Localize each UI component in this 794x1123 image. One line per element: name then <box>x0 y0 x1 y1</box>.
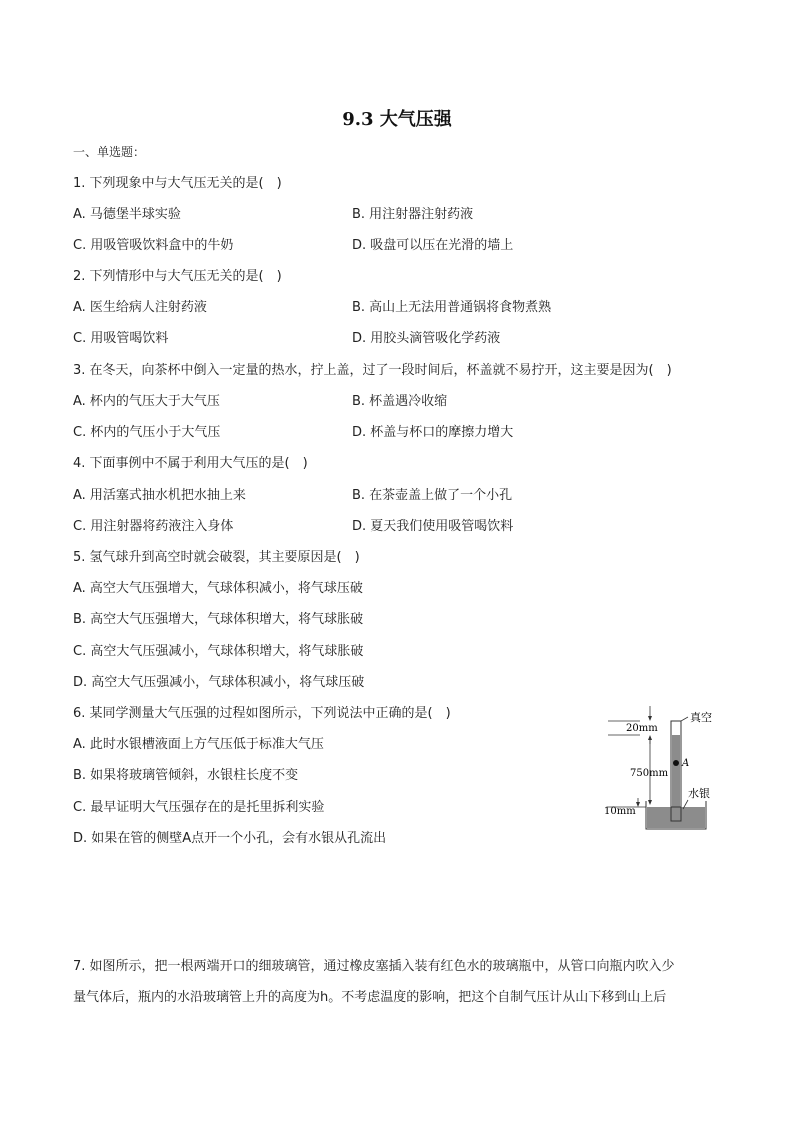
question-5-stem: 5. 氢气球升到高空时就会破裂，其主要原因是( ) <box>73 550 360 565</box>
tube-bottom-in-trough <box>671 807 681 821</box>
section-heading: 一、单选题： <box>73 145 146 159</box>
question-3-stem: 3. 在冬天，向茶杯中倒入一定量的热水，拧上盖，过了一段时间后，杯盖就不易拧开，这主要是因为( ) <box>73 363 672 378</box>
q5-option-a: A. 高空大气压强增大，气球体积减小，将气球压破 <box>73 581 363 596</box>
q3-option-a: A. 杯内的气压大于大气压 <box>73 394 220 409</box>
q1-option-b: B. 用注射器注射药液 <box>352 207 474 222</box>
question-6-stem: 6. 某同学测量大气压强的过程如图所示，下列说法中正确的是( ) <box>73 706 451 721</box>
q6-option-b: B. 如果将玻璃管倾斜，水银柱长度不变 <box>73 768 299 783</box>
q1-option-a: A. 马德堡半球实验 <box>73 207 181 222</box>
question-1-stem: 1. 下列现象中与大气压无关的是( ) <box>73 176 282 191</box>
point-a-marker <box>673 760 679 766</box>
q5-option-c: C. 高空大气压强减小，气球体积增大，将气球胀破 <box>73 644 364 659</box>
q2-option-b: B. 高山上无法用普通锅将食物煮熟 <box>352 300 552 315</box>
page-title: 9.3 大气压强 <box>342 109 452 130</box>
arrowhead-20-top <box>648 716 652 721</box>
q3-option-b: B. 杯盖遇冷收缩 <box>352 394 448 409</box>
q6-option-c: C. 最早证明大气压强存在的是托里拆利实验 <box>73 800 325 815</box>
q3-option-c: C. 杯内的气压小于大气压 <box>73 425 221 440</box>
label-vacuum: 真空 <box>690 711 712 724</box>
question-7-stem-line-2: 量气体后，瓶内的水沿玻璃管上升的高度为h。不考虑温度的影响，把这个自制气压计从山下移到山上后 <box>73 990 667 1005</box>
question-7-stem-line-1: 7. 如图所示，把一根两端开口的细玻璃管，通过橡皮塞插入装有红色水的玻璃瓶中，从管口向瓶内吹入少 <box>73 959 675 974</box>
q3-option-d: D. 杯盖与杯口的摩擦力增大 <box>352 425 514 440</box>
label-mercury: 水银 <box>688 787 710 800</box>
q4-option-d: D. 夏天我们使用吸管喝饮料 <box>352 519 514 534</box>
torricelli-diagram <box>600 704 730 834</box>
q6-option-d: D. 如果在管的侧壁A点开一个小孔，会有水银从孔流出 <box>73 831 387 846</box>
q4-option-a: A. 用活塞式抽水机把水抽上来 <box>73 488 246 503</box>
label-10mm: 10mm <box>604 806 636 817</box>
q1-option-c: C. 用吸管吸饮料盒中的牛奶 <box>73 238 234 253</box>
q2-option-a: A. 医生给病人注射药液 <box>73 300 207 315</box>
q6-option-a: A. 此时水银槽液面上方气压低于标准大气压 <box>73 737 324 752</box>
label-20mm: 20mm <box>626 723 658 734</box>
q4-option-c: C. 用注射器将药液注入身体 <box>73 519 234 534</box>
q5-option-b: B. 高空大气压强增大，气球体积增大，将气球胀破 <box>73 612 364 627</box>
q4-option-b: B. 在茶壶盖上做了一个小孔 <box>352 488 513 503</box>
q1-option-d: D. 吸盘可以压在光滑的墙上 <box>352 238 514 253</box>
arrowhead-750-bottom <box>648 800 652 805</box>
q2-option-d: D. 用胶头滴管吸化学药液 <box>352 331 501 346</box>
q5-option-d: D. 高空大气压强减小，气球体积减小，将气球压破 <box>73 675 365 690</box>
question-2-stem: 2. 下列情形中与大气压无关的是( ) <box>73 269 282 284</box>
vacuum-leader <box>681 717 688 721</box>
label-750mm: 750mm <box>630 768 669 779</box>
arrowhead-10 <box>636 802 640 807</box>
label-a: A <box>682 758 690 769</box>
question-4-stem: 4. 下面事例中不属于利用大气压的是( ) <box>73 456 308 471</box>
q2-option-c: C. 用吸管喝饮料 <box>73 331 169 346</box>
